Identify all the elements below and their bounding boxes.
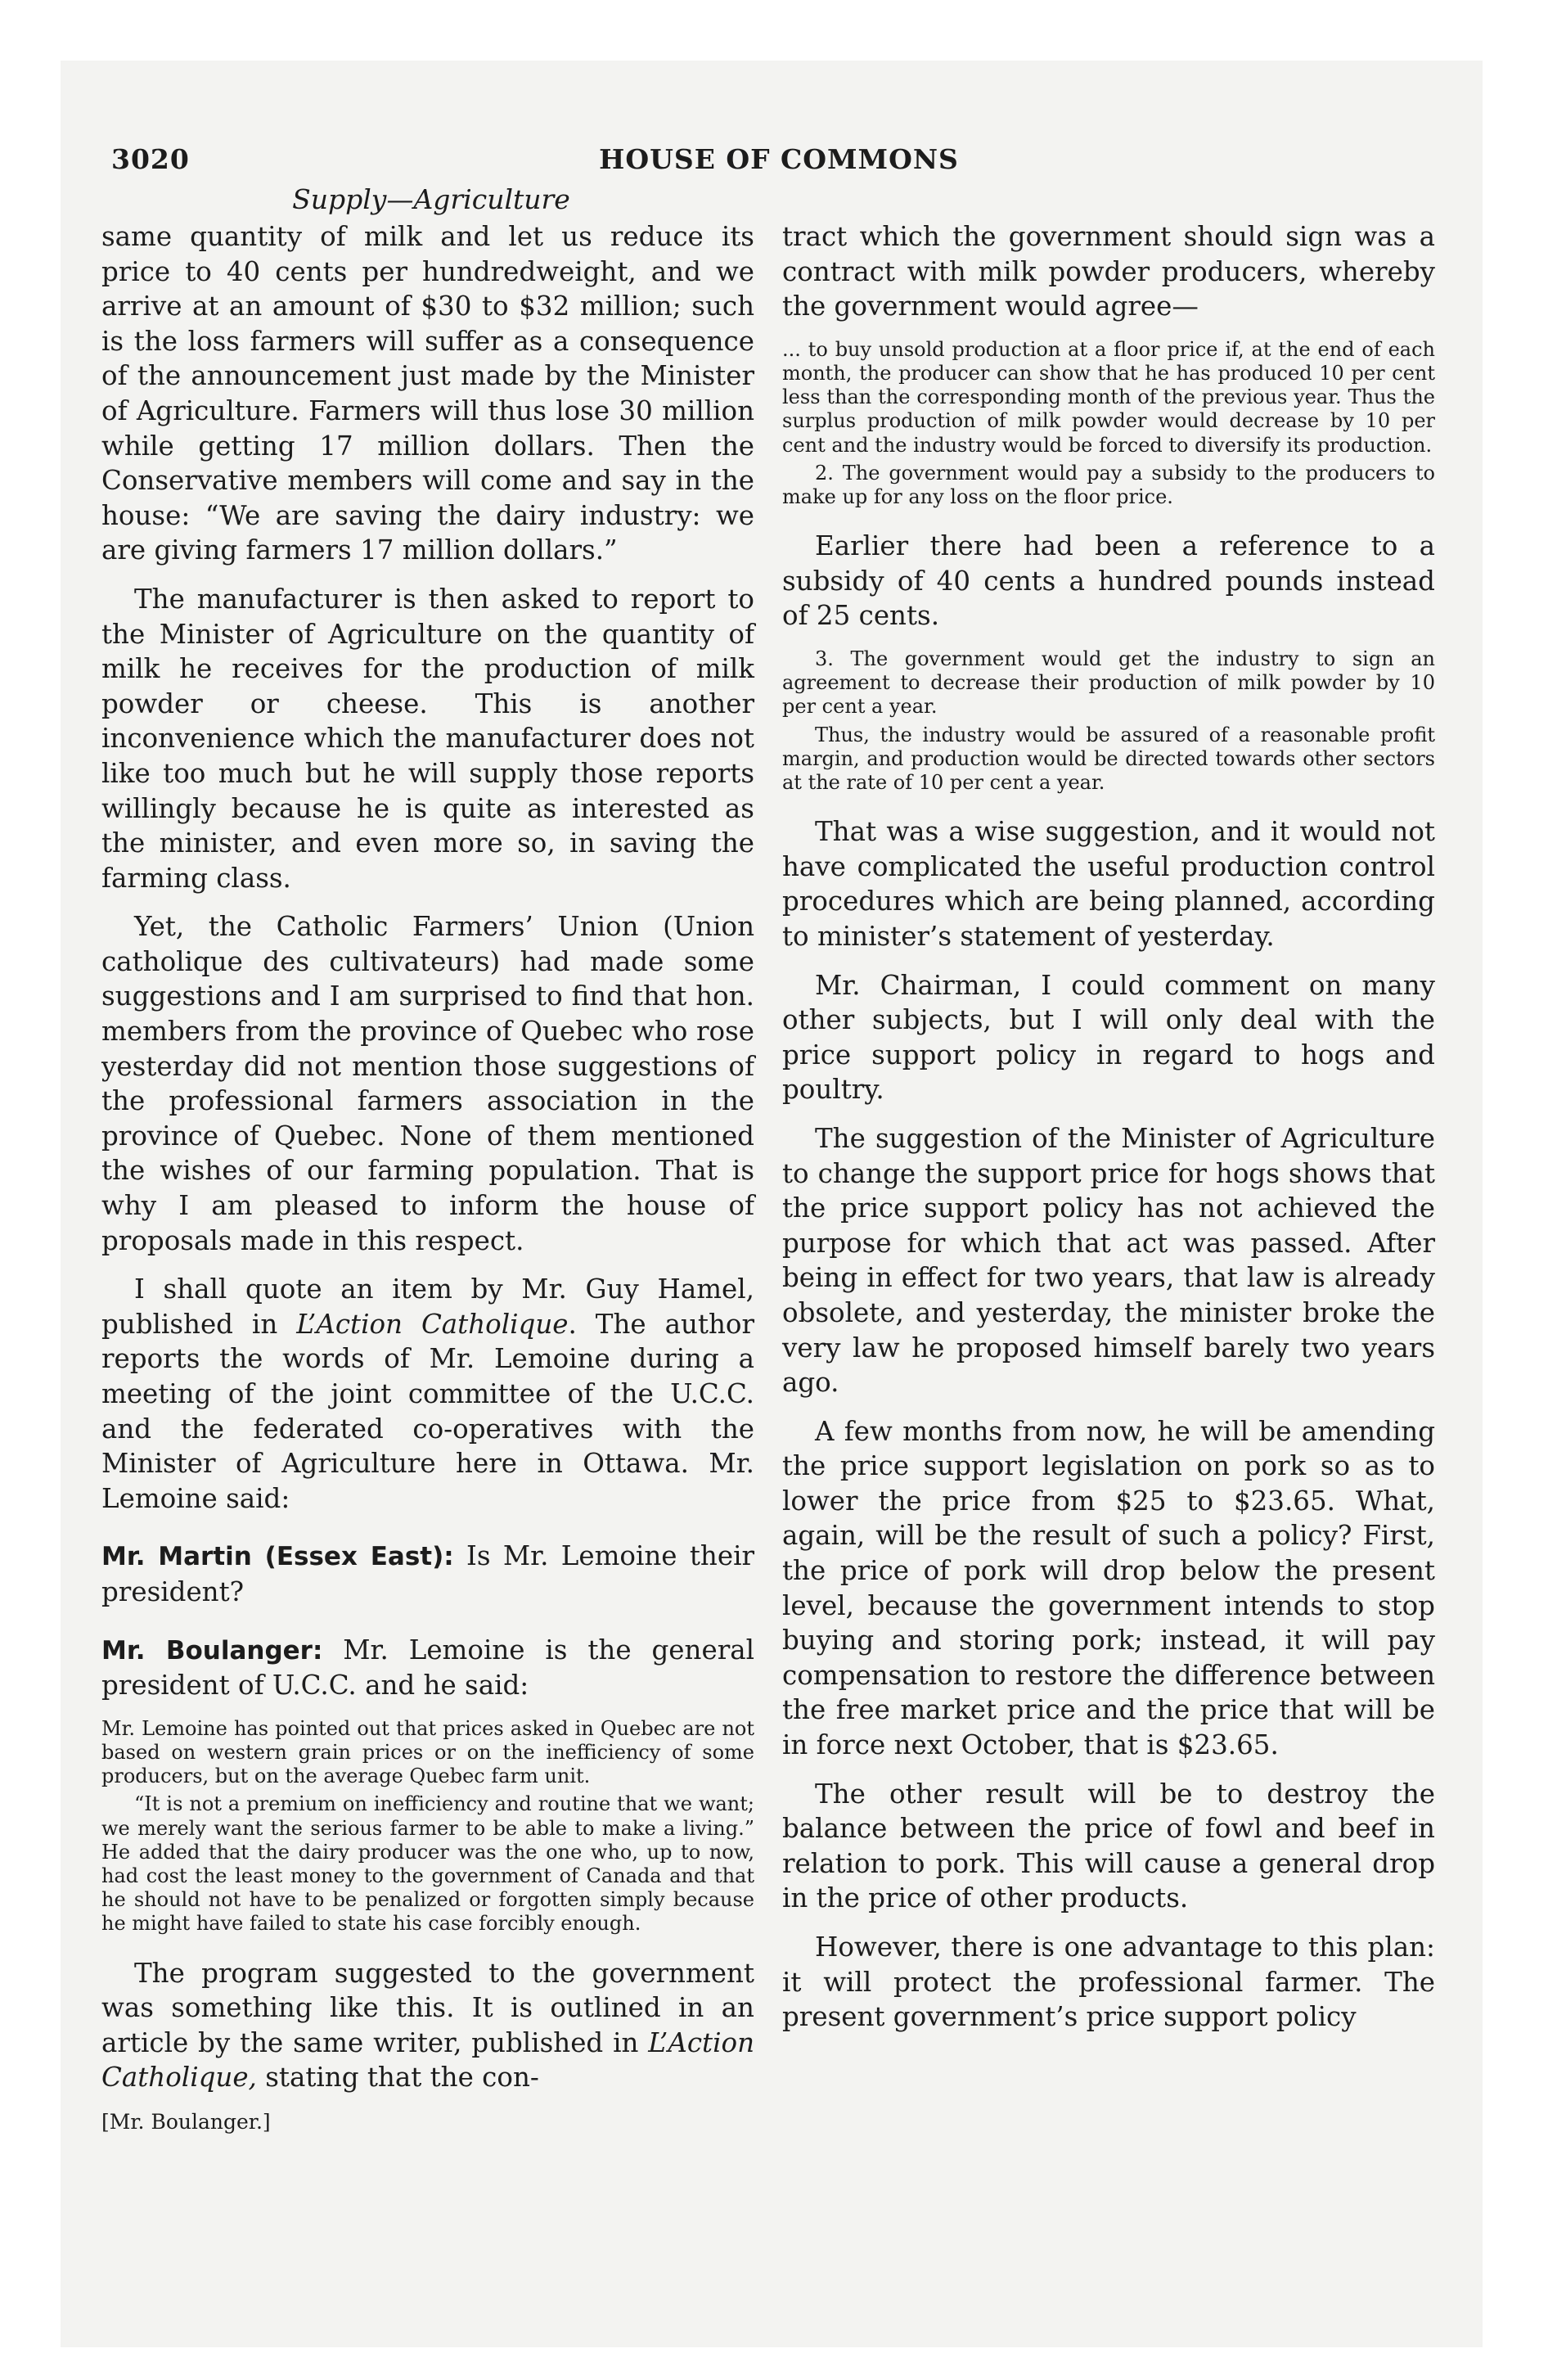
quote: 3. The government would get the industry to sign an agreement to decrease their production of milk powder by 10 per cent a year. (782, 647, 1435, 719)
quote: 2. The government would pay a subsidy to the producers to make up for any loss on the floor price. (782, 461, 1435, 508)
quote: Mr. Lemoine has pointed out that prices asked in Quebec are not based on western grain prices or on the inefficiency of some producers, but on the average Quebec farm unit. (101, 1716, 754, 1788)
paragraph: That was a wise suggestion, and it would not have complicated the useful production control procedures which are being planned, according to minister’s statement of yesterday. (782, 816, 1435, 952)
quote: “It is not a premium on inefficiency and routine that we want; we merely want the serious farmer to be able to make a living.” He added that the dairy producer was the one who, up to now, had cost the least money to the government of Canada and that he should not have to be penalized or forgotten simply because he might have failed to state his case forcibly enough. (101, 1792, 754, 1936)
speaker-attribution: [Mr. Boulanger.] (101, 2109, 271, 2134)
section-heading: Supply—Agriculture (292, 183, 570, 215)
paragraph: The suggestion of the Minister of Agriculture to change the support price for hogs shows that the price support policy has not achieved the purpose for which that act was passed. After being in effect for two years, that law is already obsolete, and yesterday, the minister broke the very law he proposed himself barely two years ago. (782, 1122, 1435, 1399)
right-column (782, 219, 1435, 2049)
paragraph (101, 1956, 754, 2095)
paragraph: The other result will be to destroy the balance between the price of fowl and beef in relation to pork. This will cause a general drop in the price of other products. (782, 1778, 1435, 1914)
text: stating that the con- (256, 2062, 539, 2094)
speaker-paragraph (101, 1539, 754, 1609)
quote: ... to buy unsold production at a floor price if, at the end of each month, the producer can show that he has produced 10 per cent less than the corresponding month of the previous year. Thus the surplus production of milk powder would decrease by 10 per cent and the industry would be forced to diversify its production. (782, 337, 1435, 457)
paragraph: Mr. Chairman, I could comment on many other subjects, but I will only deal with the price support policy in regard to hogs and poultry. (782, 969, 1435, 1106)
page-header (111, 143, 1447, 184)
text: The program suggested to the government was something like this. It is outlined in an article by the same writer, published in (101, 1957, 754, 2058)
speaker-text: Is Mr. Lemoine their president? (101, 1540, 755, 1607)
paragraph: The manufacturer is then asked to report to the Minister of Agriculture on the quantity of milk he receives for the production of milk powder or cheese. This is another inconvenience which the manufacturer does not like too much but he will supply those reports willingly because he is quite as interested as the minister, and even more so, in saving the farming class. (101, 583, 754, 894)
publication-title: L’Action Catholique, (101, 2026, 754, 2094)
page-title: HOUSE OF COMMONS (599, 143, 959, 175)
paragraph: However, there is one advantage to this plan: it will protect the professional farmer. The present government’s price support policy (782, 1931, 1435, 2033)
paragraph: same quantity of milk and let us reduce its price to 40 cents per hundredweight, and we arrive at an amount of $30 to $32 million; such is the loss farmers will suffer as a consequence of the announcement just made by the Minister of Agriculture. Farmers will thus lose 30 million while getting 17 million dollars. Then the Conservative members will come and say in the house: “We are saving the dairy industry: we are giving farmers 17 million dollars.” (101, 221, 754, 566)
quote: Thus, the industry would be assured of a reasonable profit margin, and production would be directed towards other sectors at the rate of 10 per cent a year. (782, 723, 1435, 794)
text: I shall quote an item by Mr. Guy Hamel, published in (101, 1273, 754, 1340)
speaker-name: Mr. Martin (Essex East): (101, 1542, 454, 1572)
speaker-text: Mr. Lemoine is the general president of U.C.C. and he said: (101, 1634, 755, 1702)
paragraph: tract which the government should sign was a contract with milk powder producers, whereby the government would agree— (782, 221, 1435, 322)
publication-title: L’Action Catholique (296, 1308, 569, 1340)
speaker-paragraph (101, 1633, 754, 1703)
speaker-name: Mr. Boulanger: (101, 1635, 323, 1666)
text: . The author reports the words of Mr. Lemoine during a meeting of the joint committee of the U.C.C. and the federated co-operatives with the Minister of Agriculture here in Ottawa. Mr. Lemoine said: (101, 1308, 754, 1514)
paragraph (101, 1272, 754, 1516)
paragraph: A few months from now, he will be amending the price support legislation on pork so as to lower the price from $25 to $23.65. What, again, will be the result of such a policy? First, the price of pork will drop below the present level, because the government intends to stop buying and storing pork; instead, it will pay compensation to restore the difference between the free market price and the price that will be in force next October, that is $23.65. (782, 1415, 1435, 1761)
left-column (101, 219, 754, 2135)
page-number: 3020 (111, 143, 190, 175)
paragraph: Yet, the Catholic Farmers’ Union (Union catholique des cultivateurs) had made some suggestions and I am surprised to find that hon. members from the province of Quebec who rose yesterday did not mention those suggestions of the professional farmers association in the province of Quebec. None of them mentioned the wishes of our farming population. That is why I am pleased to inform the house of proposals made in this respect. (101, 911, 754, 1256)
paragraph: Earlier there had been a reference to a subsidy of 40 cents a hundred pounds instead of 25 cents. (782, 530, 1435, 632)
